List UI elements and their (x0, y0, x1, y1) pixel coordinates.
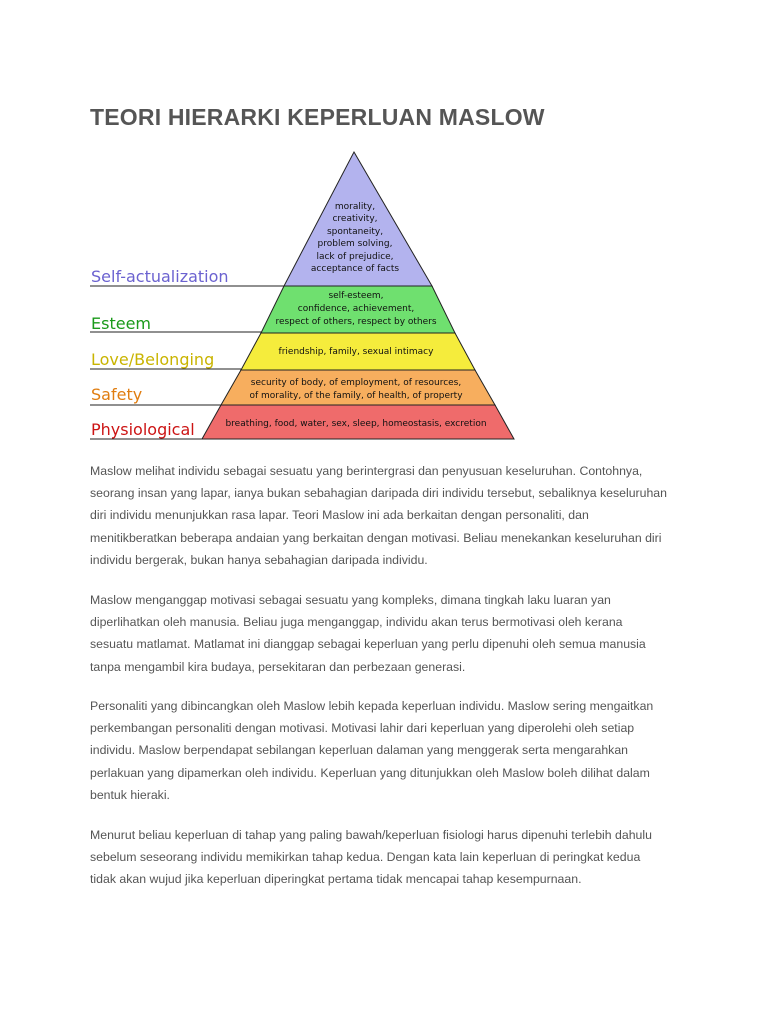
paragraph-line: Personaliti yang dibincangkan oleh Maslow lebih kepada keperluan individu. Maslow sering mengaitkan (90, 699, 654, 713)
paragraph-line: Maslow menganggap motivasi sebagai sesuatu yang kompleks, dimana tingkah laku luaran yan (90, 593, 611, 607)
self-actualization-desc-line: morality, (334, 202, 376, 212)
love-belonging-desc-line: friendship, family, sexual intimacy (278, 347, 434, 357)
self-actualization-desc-line: lack of prejudice, (316, 252, 394, 262)
safety-desc-line: security of body, of employment, of resources, (250, 378, 462, 388)
paragraph-line: individu bergerak, bukan hanya sebahagian daripada individu. (90, 552, 428, 567)
self-actualization-desc-line: acceptance of facts (310, 264, 400, 274)
body-paragraph-1 (90, 460, 690, 571)
physiological-desc-line: breathing, food, water, sex, sleep, homeostasis, excretion (225, 419, 487, 429)
paragraph-line: sebelum seseorang individu memikirkan tahap kedua. Dengan kata lain keperluan di peringkat kedua (90, 850, 641, 865)
level-label-love-belonging: Love/Belonging (91, 350, 215, 369)
body-paragraph-4 (90, 824, 690, 891)
paragraph-line: individu. Maslow berpendapat sebilangan keperluan dalaman yang menggerak serta mengarahkan (90, 743, 628, 758)
level-label-safety: Safety (91, 385, 143, 404)
paragraph-line: Maslow melihat individu sebagai sesuatu yang berintergrasi dan penyusuan keseluruhan. Contohnya, (90, 464, 643, 478)
paragraph-line: seorang insan yang lapar, ianya bukan sebahagian daripada diri individu tersebut, sebaliknya keseluruhan (90, 486, 667, 501)
level-label-physiological: Physiological (91, 420, 195, 439)
self-actualization-desc-line: spontaneity, (326, 227, 384, 237)
paragraph-line: perlakuan yang dipamerkan oleh individu. Keperluan yang ditunjukkan oleh Maslow boleh dilihat dalam (90, 765, 650, 780)
paragraph-line: tanpa mengambil kira budaya, persekitaran dan perbezaan generasi. (90, 659, 466, 674)
page-title: TEORI HIERARKI KEPERLUAN MASLOW (90, 104, 545, 130)
body-paragraph-3 (90, 695, 690, 806)
esteem-desc-line: confidence, achievement, (297, 304, 415, 314)
paragraph-line: diperlihatkan oleh manusia. Beliau juga menganggap, individu akan terus bermotivasi oleh kerana (90, 615, 623, 630)
paragraph-line: sesuatu matlamat. Matlamat ini dianggap sebagai keperluan yang perlu dipenuhi oleh semua manusia (90, 637, 646, 652)
maslow-pyramid-diagram (0, 0, 768, 460)
paragraph-line: Menurut beliau keperluan di tahap yang paling bawah/keperluan fisiologi harus dipenuhi terlebih dahulu (90, 828, 652, 842)
level-label-esteem: Esteem (91, 314, 151, 333)
paragraph-line: bentuk hieraki. (90, 787, 170, 802)
self-actualization-desc-line: creativity, (332, 214, 378, 224)
paragraph-line: diri individu menunjukkan rasa lapar. Teori Maslow ini ada berkaitan dengan personaliti, dan (90, 508, 589, 523)
esteem-desc-line: respect of others, respect by others (275, 317, 437, 327)
esteem-desc-line: self-esteem, (328, 291, 384, 301)
paragraph-line: tidak akan wujud jika keperluan diperingkat pertama tidak mencapai tahap kesempurnaan. (90, 872, 582, 887)
safety-desc-line: of morality, of the family, of health, of property (249, 391, 463, 401)
body-paragraph-2 (90, 589, 690, 678)
paragraph-line: perkembangan personaliti dengan motivasi. Motivasi lahir dari keperluan yang diperolehi oleh setiap (90, 721, 635, 736)
paragraph-line: menitikberatkan beberapa andaian yang berkaitan dengan motivasi. Beliau menekankan keseluruhan diri (90, 530, 662, 545)
level-label-self-actualization: Self-actualization (91, 267, 229, 286)
self-actualization-desc-line: problem solving, (317, 239, 393, 249)
